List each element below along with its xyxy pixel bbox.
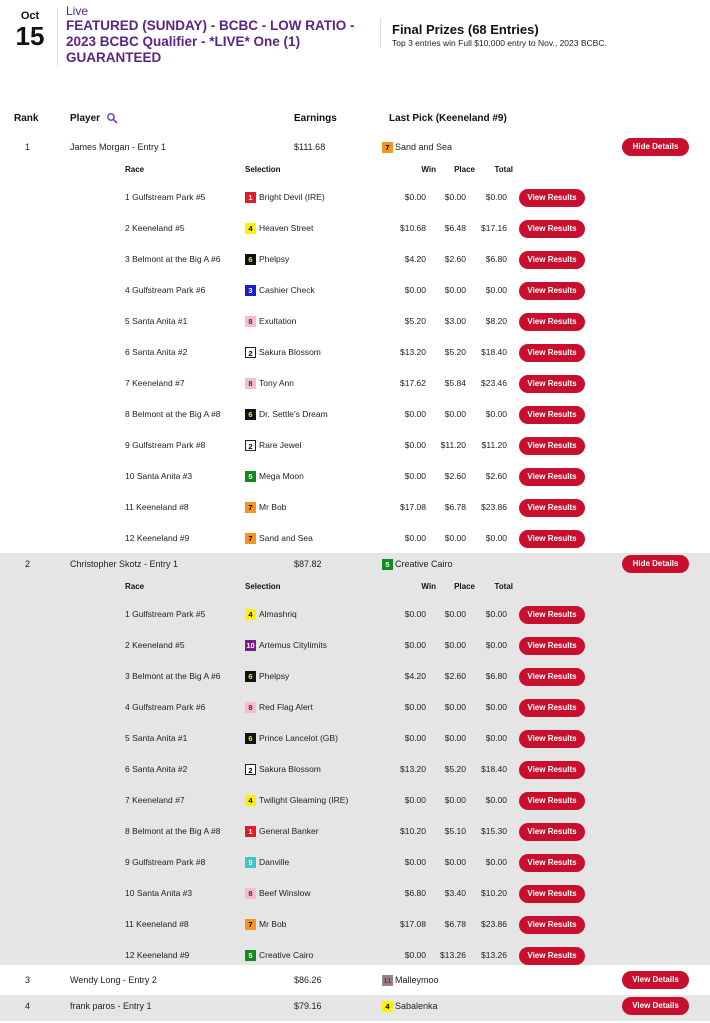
- race-name: 9 Gulfstream Park #8: [125, 857, 206, 867]
- hide-details-button[interactable]: Hide Details: [622, 555, 689, 573]
- race-row: [0, 857, 710, 869]
- header-divider: [380, 18, 381, 48]
- place-amount: $6.78: [444, 919, 466, 929]
- selection-name: Sakura Blossom: [259, 764, 321, 774]
- total-amount: $15.30: [481, 826, 507, 836]
- race-name: 3 Belmont at the Big A #6: [125, 671, 221, 681]
- selection-name: Exultation: [259, 316, 297, 326]
- search-icon[interactable]: [106, 112, 118, 124]
- leaderboard-row: [0, 1001, 710, 1013]
- race-row: [0, 347, 710, 359]
- selection-name: Sand and Sea: [259, 533, 313, 543]
- selection-name: Red Flag Alert: [259, 702, 313, 712]
- place-amount: $11.20: [440, 440, 466, 450]
- total-amount: $8.20: [485, 316, 507, 326]
- race-row: [0, 192, 710, 204]
- race-row: [0, 702, 710, 714]
- race-name: 7 Keeneland #7: [125, 795, 185, 805]
- place-amount: $0.00: [444, 733, 466, 743]
- win-amount: $10.68: [400, 223, 426, 233]
- race-name: 5 Santa Anita #1: [125, 733, 188, 743]
- race-row: [0, 285, 710, 297]
- leaderboard-row: [0, 975, 710, 987]
- selection-saddlecloth: 5: [245, 471, 256, 482]
- total-amount: $13.26: [481, 950, 507, 960]
- race-row: [0, 671, 710, 683]
- selection-saddlecloth: 2: [245, 440, 256, 451]
- race-name: 8 Belmont at the Big A #8: [125, 826, 221, 836]
- race-name: 2 Keeneland #5: [125, 223, 185, 233]
- selection-saddlecloth: 7: [245, 533, 256, 544]
- win-amount: $0.00: [404, 640, 426, 650]
- last-pick-name: Malleymoo: [395, 975, 439, 985]
- entry-player-name[interactable]: Wendy Long - Entry 2: [70, 975, 157, 985]
- win-amount: $13.20: [400, 347, 426, 357]
- race-row: [0, 826, 710, 838]
- place-amount: $6.48: [444, 223, 466, 233]
- selection-saddlecloth: 4: [245, 223, 256, 234]
- place-column-header: Place: [454, 582, 475, 591]
- place-column-header: Place: [454, 165, 475, 174]
- selection-name: Beef Winslow: [259, 888, 311, 898]
- view-results-button[interactable]: View Results: [519, 468, 585, 486]
- selection-saddlecloth: 8: [245, 316, 256, 327]
- selection-saddlecloth: 7: [245, 919, 256, 930]
- race-row: [0, 533, 710, 545]
- total-amount: $23.86: [481, 502, 507, 512]
- last-pick-saddlecloth: 5: [382, 559, 393, 570]
- selection-saddlecloth: 3: [245, 285, 256, 296]
- total-amount: $18.40: [481, 347, 507, 357]
- view-results-button[interactable]: View Results: [519, 885, 585, 903]
- place-amount: $0.00: [444, 795, 466, 805]
- race-row: [0, 640, 710, 652]
- selection-saddlecloth: 8: [245, 702, 256, 713]
- entry-rank: 4: [25, 1001, 31, 1011]
- contest-title-block: [66, 4, 371, 66]
- place-amount: $13.26: [440, 950, 466, 960]
- last-pick-saddlecloth: 4: [382, 1001, 393, 1012]
- last-pick-name: Creative Cairo: [395, 559, 453, 569]
- total-amount: $0.00: [485, 192, 507, 202]
- selection-saddlecloth: 1: [245, 192, 256, 203]
- view-results-button[interactable]: View Results: [519, 220, 585, 238]
- prizes-title: Final Prizes (68 Entries): [392, 22, 539, 37]
- win-amount: $0.00: [404, 471, 426, 481]
- selection-name: General Banker: [259, 826, 319, 836]
- view-results-button[interactable]: View Results: [519, 499, 585, 517]
- view-results-button[interactable]: View Results: [519, 761, 585, 779]
- last-pick-name: Sand and Sea: [395, 142, 453, 152]
- race-row: [0, 409, 710, 421]
- selection-saddlecloth: 8: [245, 888, 256, 899]
- selection-saddlecloth: 7: [245, 502, 256, 513]
- race-name: 10 Santa Anita #3: [125, 888, 193, 898]
- entry-player-name[interactable]: Christopher Skotz - Entry 1: [70, 559, 179, 569]
- date-month: Oct: [20, 10, 40, 22]
- contest-status: Live: [66, 4, 89, 18]
- win-amount: $4.20: [404, 671, 426, 681]
- race-row: [0, 502, 710, 514]
- selection-saddlecloth: 6: [245, 671, 256, 682]
- selection-saddlecloth: 6: [245, 409, 256, 420]
- contest-date: [8, 10, 52, 49]
- race-name: 3 Belmont at the Big A #6: [125, 254, 221, 264]
- total-amount: $0.00: [485, 857, 507, 867]
- race-row: [0, 440, 710, 452]
- race-row: [0, 795, 710, 807]
- entry-player-name[interactable]: James Morgan - Entry 1: [70, 142, 167, 152]
- player-column-header: Player: [70, 113, 101, 124]
- win-amount: $17.08: [400, 919, 426, 929]
- win-amount: $0.00: [404, 440, 426, 450]
- place-amount: $0.00: [444, 285, 466, 295]
- contest-header: [0, 0, 710, 80]
- race-name: 4 Gulfstream Park #6: [125, 702, 206, 712]
- view-results-button[interactable]: View Results: [519, 637, 585, 655]
- total-amount: $6.80: [485, 254, 507, 264]
- rank-column-header: Rank: [14, 113, 39, 124]
- view-results-button[interactable]: View Results: [519, 189, 585, 207]
- win-amount: $0.00: [404, 285, 426, 295]
- selection-name: Tony Ann: [259, 378, 294, 388]
- date-day: 15: [15, 21, 45, 51]
- selection-name: Prince Lancelot (GB): [259, 733, 338, 743]
- view-details-button[interactable]: View Details: [622, 997, 689, 1015]
- selection-saddlecloth: 6: [245, 733, 256, 744]
- race-name: 9 Gulfstream Park #8: [125, 440, 206, 450]
- total-amount: $0.00: [485, 702, 507, 712]
- total-amount: $18.40: [481, 764, 507, 774]
- total-amount: $23.46: [481, 378, 507, 388]
- win-amount: $0.00: [404, 609, 426, 619]
- win-amount: $0.00: [404, 409, 426, 419]
- race-name: 10 Santa Anita #3: [125, 471, 193, 481]
- place-amount: $5.20: [444, 764, 466, 774]
- entry-earnings: $86.26: [294, 975, 322, 985]
- selection-saddlecloth: 4: [245, 795, 256, 806]
- win-amount: $6.80: [404, 888, 426, 898]
- race-row: [0, 471, 710, 483]
- race-row: [0, 950, 710, 962]
- view-results-button[interactable]: View Results: [519, 530, 585, 548]
- win-column-header: Win: [421, 165, 436, 174]
- earnings-column-header: Earnings: [294, 113, 337, 124]
- total-amount: $6.80: [485, 671, 507, 681]
- total-amount: $10.20: [481, 888, 507, 898]
- view-results-button[interactable]: View Results: [519, 344, 585, 362]
- race-name: 8 Belmont at the Big A #8: [125, 409, 221, 419]
- win-amount: $17.62: [400, 378, 426, 388]
- race-name: 2 Keeneland #5: [125, 640, 185, 650]
- leaderboard-row: [0, 142, 710, 154]
- view-results-button[interactable]: View Results: [519, 606, 585, 624]
- total-amount: $0.00: [485, 609, 507, 619]
- place-amount: $5.20: [444, 347, 466, 357]
- entry-earnings: $79.16: [294, 1001, 322, 1011]
- last-pick-name: Sabalenka: [395, 1001, 438, 1011]
- view-results-button[interactable]: View Results: [519, 792, 585, 810]
- view-results-button[interactable]: View Results: [519, 313, 585, 331]
- total-column-header: Total: [494, 165, 513, 174]
- win-amount: $0.00: [404, 192, 426, 202]
- total-amount: $0.00: [485, 409, 507, 419]
- selection-name: Cashier Check: [259, 285, 315, 295]
- race-name: 12 Keeneland #9: [125, 533, 190, 543]
- win-amount: $10.20: [400, 826, 426, 836]
- place-amount: $0.00: [444, 409, 466, 419]
- view-results-button[interactable]: View Results: [519, 854, 585, 872]
- view-results-button[interactable]: View Results: [519, 730, 585, 748]
- race-row: [0, 609, 710, 621]
- selection-name: Phelpsy: [259, 254, 290, 264]
- place-amount: $2.60: [444, 671, 466, 681]
- race-name: 4 Gulfstream Park #6: [125, 285, 206, 295]
- entry-rank: 2: [25, 559, 31, 569]
- selection-saddlecloth: 8: [245, 378, 256, 389]
- selection-name: Heaven Street: [259, 223, 314, 233]
- view-results-button[interactable]: View Results: [519, 282, 585, 300]
- race-name: 11 Keeneland #8: [125, 919, 189, 929]
- place-amount: $0.00: [444, 533, 466, 543]
- last-pick-saddlecloth: 11: [383, 976, 392, 985]
- view-results-button[interactable]: View Results: [519, 251, 585, 269]
- entry-earnings: $111.68: [294, 142, 326, 152]
- place-amount: $0.00: [444, 192, 466, 202]
- selection-name: Mega Moon: [259, 471, 304, 481]
- hide-details-button[interactable]: Hide Details: [622, 138, 689, 156]
- place-amount: $0.00: [444, 609, 466, 619]
- race-row: [0, 254, 710, 266]
- selection-saddlecloth: 6: [245, 254, 256, 265]
- view-results-button[interactable]: View Results: [519, 406, 585, 424]
- selection-name: Artemus Citylimits: [259, 640, 328, 650]
- place-amount: $3.00: [444, 316, 466, 326]
- prizes-block: [392, 22, 702, 48]
- selection-name: Sakura Blossom: [259, 347, 321, 357]
- win-amount: $17.08: [400, 502, 426, 512]
- race-name: 5 Santa Anita #1: [125, 316, 188, 326]
- selection-saddlecloth: 4: [245, 609, 256, 620]
- selection-saddlecloth: 5: [245, 950, 256, 961]
- leaderboard-row: [0, 559, 710, 571]
- place-amount: $0.00: [444, 857, 466, 867]
- win-amount: $0.00: [404, 857, 426, 867]
- win-amount: $5.20: [404, 316, 426, 326]
- selection-name: Almashriq: [259, 609, 297, 619]
- view-results-button[interactable]: View Results: [519, 437, 585, 455]
- selection-saddlecloth: 10: [246, 641, 255, 650]
- total-amount: $11.20: [481, 440, 507, 450]
- place-amount: $5.84: [444, 378, 466, 388]
- view-results-button[interactable]: View Results: [519, 947, 585, 965]
- entry-rank: 1: [25, 142, 31, 152]
- selection-saddlecloth: 1: [245, 826, 256, 837]
- win-amount: $0.00: [404, 733, 426, 743]
- view-results-button[interactable]: View Results: [519, 823, 585, 841]
- entry-player-name[interactable]: frank paros - Entry 1: [70, 1001, 152, 1011]
- selection-column-header: Selection: [245, 582, 281, 591]
- view-results-button[interactable]: View Results: [519, 375, 585, 393]
- selection-column-header: Selection: [245, 165, 281, 174]
- win-amount: $13.20: [400, 764, 426, 774]
- win-amount: $0.00: [404, 950, 426, 960]
- entry-rank: 3: [25, 975, 31, 985]
- selection-name: Rare Jewel: [259, 440, 302, 450]
- total-column-header: Total: [494, 582, 513, 591]
- win-amount: $0.00: [404, 795, 426, 805]
- selection-saddlecloth: 9: [245, 857, 256, 868]
- view-details-button[interactable]: View Details: [622, 971, 689, 989]
- race-column-header: Race: [125, 582, 145, 591]
- view-results-button[interactable]: View Results: [519, 699, 585, 717]
- selection-name: Dr. Settle's Dream: [259, 409, 328, 419]
- place-amount: $3.40: [444, 888, 466, 898]
- total-amount: $0.00: [485, 640, 507, 650]
- race-name: 7 Keeneland #7: [125, 378, 185, 388]
- win-column-header: Win: [421, 582, 436, 591]
- prizes-subtitle: Top 3 entries win Full $10,000 entry to Nov., 2023 BCBC.: [392, 38, 607, 48]
- total-amount: $0.00: [485, 733, 507, 743]
- race-row: [0, 919, 710, 931]
- place-amount: $5.10: [444, 826, 466, 836]
- race-column-header: Race: [125, 165, 145, 174]
- place-amount: $2.60: [444, 254, 466, 264]
- view-results-button[interactable]: View Results: [519, 668, 585, 686]
- race-row: [0, 223, 710, 235]
- total-amount: $0.00: [485, 533, 507, 543]
- total-amount: $0.00: [485, 285, 507, 295]
- selection-name: Creative Cairo: [259, 950, 314, 960]
- place-amount: $2.60: [444, 471, 466, 481]
- selection-name: Phelpsy: [259, 671, 290, 681]
- selection-name: Mr Bob: [259, 919, 287, 929]
- contest-title: FEATURED (SUNDAY) - BCBC - LOW RATIO - 2023 BCBC Qualifier - *LIVE* One (1) GUARANTEED: [66, 18, 355, 65]
- total-amount: $0.00: [485, 795, 507, 805]
- race-name: 6 Santa Anita #2: [125, 764, 188, 774]
- win-amount: $0.00: [404, 533, 426, 543]
- win-amount: $4.20: [404, 254, 426, 264]
- race-row: [0, 316, 710, 328]
- race-name: 1 Gulfstream Park #5: [125, 192, 206, 202]
- race-name: 12 Keeneland #9: [125, 950, 190, 960]
- win-amount: $0.00: [404, 702, 426, 712]
- place-amount: $0.00: [444, 702, 466, 712]
- selection-name: Bright Devil (IRE): [259, 192, 325, 202]
- place-amount: $0.00: [444, 640, 466, 650]
- race-name: 11 Keeneland #8: [125, 502, 189, 512]
- place-amount: $6.78: [444, 502, 466, 512]
- view-results-button[interactable]: View Results: [519, 916, 585, 934]
- selection-name: Mr Bob: [259, 502, 287, 512]
- total-amount: $2.60: [485, 471, 507, 481]
- last-pick-saddlecloth: 7: [382, 142, 393, 153]
- race-row: [0, 764, 710, 776]
- entry-earnings: $87.82: [294, 559, 322, 569]
- race-row: [0, 378, 710, 390]
- selection-saddlecloth: 2: [245, 764, 256, 775]
- selection-saddlecloth: 2: [245, 347, 256, 358]
- selection-name: Twilight Gleaming (IRE): [259, 795, 349, 805]
- race-name: 6 Santa Anita #2: [125, 347, 188, 357]
- total-amount: $23.86: [481, 919, 507, 929]
- selection-name: Danville: [259, 857, 290, 867]
- race-row: [0, 733, 710, 745]
- header-divider: [57, 8, 58, 66]
- last-pick-column-header: Last Pick (Keeneland #9): [389, 113, 507, 124]
- total-amount: $17.16: [481, 223, 507, 233]
- race-row: [0, 888, 710, 900]
- race-name: 1 Gulfstream Park #5: [125, 609, 206, 619]
